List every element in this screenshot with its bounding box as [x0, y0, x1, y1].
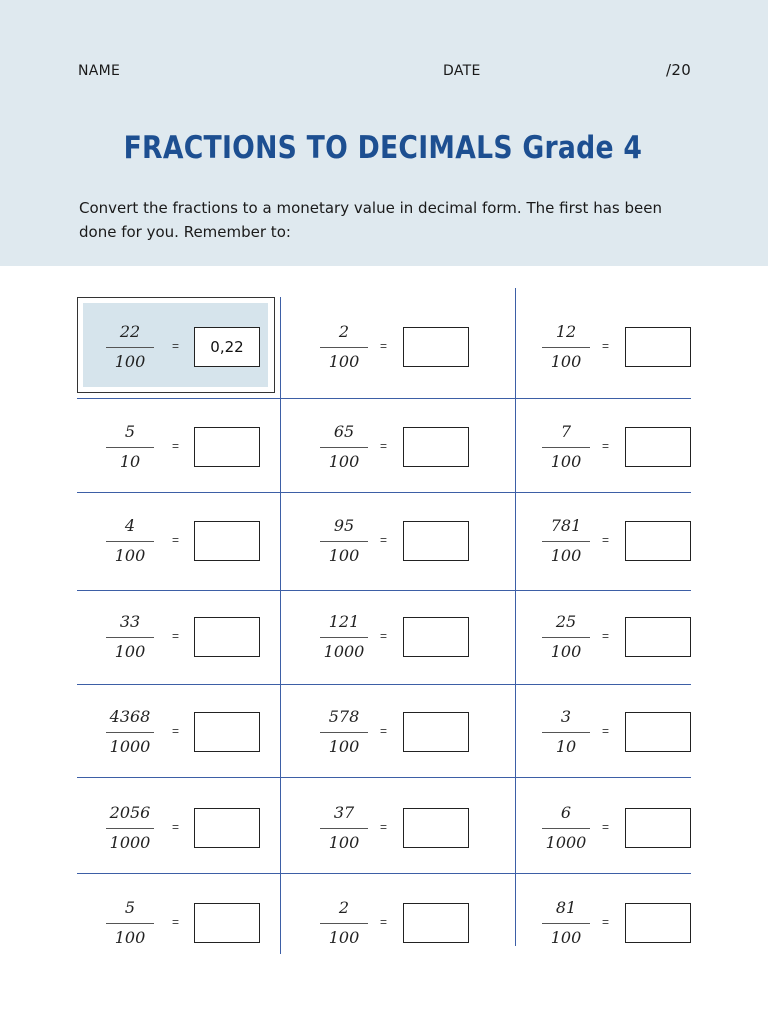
grid-divider-row-6 [77, 873, 691, 874]
answer-box[interactable] [625, 521, 691, 561]
grid-divider-row-1 [77, 398, 691, 399]
equals-sign: = [172, 915, 180, 929]
answer-box[interactable] [194, 712, 260, 752]
answer-box[interactable] [625, 617, 691, 657]
fraction-numerator: 2 [338, 322, 350, 341]
fraction-denominator: 1000 [323, 642, 365, 661]
fraction-numerator: 25 [555, 612, 577, 631]
answer-box[interactable] [194, 903, 260, 943]
fraction-numerator: 81 [555, 898, 577, 917]
fraction-bar [320, 828, 368, 829]
fraction-numerator: 781 [550, 516, 582, 535]
fraction [100, 898, 160, 948]
fraction-numerator: 121 [328, 612, 360, 631]
fraction [536, 422, 596, 472]
fraction [314, 322, 374, 372]
fraction-numerator: 578 [328, 707, 360, 726]
fraction-bar [320, 447, 368, 448]
fraction-denominator: 100 [328, 833, 360, 852]
fraction-bar [320, 732, 368, 733]
fraction-denominator: 10 [119, 452, 141, 471]
fraction-bar [542, 347, 590, 348]
equals-sign: = [172, 724, 180, 738]
fraction [100, 322, 160, 372]
fraction [100, 707, 160, 757]
answer-box[interactable] [194, 521, 260, 561]
grid-divider-vertical-2 [515, 288, 516, 946]
fraction [536, 516, 596, 566]
equals-sign: = [602, 533, 610, 547]
fraction [314, 803, 374, 853]
instructions: Convert the fractions to a monetary value in decimal form. The first has been done for you. Remember to: [79, 199, 662, 241]
fraction-numerator: 4368 [109, 707, 151, 726]
fraction-numerator: 2 [338, 898, 350, 917]
answer-box[interactable] [625, 712, 691, 752]
fraction [100, 516, 160, 566]
fraction [314, 612, 374, 662]
answer-box[interactable] [403, 617, 469, 657]
fraction-bar [542, 541, 590, 542]
fraction [314, 516, 374, 566]
answer-box[interactable] [194, 427, 260, 467]
fraction-numerator: 5 [124, 422, 136, 441]
fraction-denominator: 100 [328, 546, 360, 565]
fraction [314, 422, 374, 472]
answer-box[interactable] [403, 808, 469, 848]
fraction [536, 803, 596, 853]
fraction [100, 612, 160, 662]
fraction-numerator: 22 [119, 322, 141, 341]
fraction-denominator: 100 [114, 352, 146, 371]
equals-sign: = [602, 915, 610, 929]
fraction [100, 422, 160, 472]
fraction-numerator: 12 [555, 322, 577, 341]
equals-sign: = [602, 439, 610, 453]
fraction-bar [320, 347, 368, 348]
fraction-bar [542, 732, 590, 733]
fraction-denominator: 100 [328, 928, 360, 947]
fraction-denominator: 100 [114, 546, 146, 565]
fraction-denominator: 100 [114, 642, 146, 661]
fraction-bar [106, 541, 154, 542]
fraction-numerator: 7 [560, 422, 572, 441]
answer-box[interactable] [625, 903, 691, 943]
answer-box[interactable] [403, 327, 469, 367]
fraction [536, 612, 596, 662]
answer-box[interactable] [403, 521, 469, 561]
fraction-numerator: 95 [333, 516, 355, 535]
answer-box[interactable] [625, 327, 691, 367]
grid-divider-row-3 [77, 590, 691, 591]
equals-sign: = [172, 533, 180, 547]
equals-sign: = [380, 339, 388, 353]
fraction-numerator: 33 [119, 612, 141, 631]
equals-sign: = [172, 629, 180, 643]
fraction-denominator: 100 [328, 737, 360, 756]
fraction-bar [542, 828, 590, 829]
grid-divider-row-5 [77, 777, 691, 778]
fraction [536, 898, 596, 948]
fraction-bar [106, 347, 154, 348]
fraction-denominator: 100 [550, 546, 582, 565]
equals-sign: = [602, 820, 610, 834]
answer-box[interactable] [625, 808, 691, 848]
fraction-bar [542, 637, 590, 638]
fraction-bar [106, 732, 154, 733]
answer-box[interactable] [194, 808, 260, 848]
date-label: DATE [443, 63, 481, 79]
equals-sign: = [380, 724, 388, 738]
fraction-bar [106, 828, 154, 829]
fraction-denominator: 100 [550, 352, 582, 371]
grid-divider-vertical-1 [280, 297, 281, 954]
grid-divider-row-4 [77, 684, 691, 685]
equals-sign: = [380, 915, 388, 929]
equals-sign: = [380, 629, 388, 643]
answer-box[interactable] [194, 617, 260, 657]
fraction-bar [106, 637, 154, 638]
example-answer-box: 0,22 [194, 327, 260, 367]
fraction-denominator: 10 [555, 737, 577, 756]
fraction [100, 803, 160, 853]
equals-sign: = [380, 533, 388, 547]
answer-box[interactable] [403, 427, 469, 467]
fraction-bar [542, 923, 590, 924]
fraction-denominator: 100 [328, 452, 360, 471]
fraction [314, 707, 374, 757]
page-title: FRACTIONS TO DECIMALS Grade 4 [123, 130, 643, 166]
fraction-denominator: 100 [550, 452, 582, 471]
fraction-denominator: 1000 [109, 833, 151, 852]
fraction-bar [320, 923, 368, 924]
fraction [536, 707, 596, 757]
fraction-denominator: 100 [550, 928, 582, 947]
name-label: NAME [78, 63, 121, 79]
equals-sign: = [172, 339, 180, 353]
fraction-denominator: 1000 [109, 737, 151, 756]
fraction-denominator: 100 [328, 352, 360, 371]
fraction-numerator: 2056 [109, 803, 151, 822]
equals-sign: = [602, 724, 610, 738]
fraction-numerator: 65 [333, 422, 355, 441]
fraction-denominator: 100 [550, 642, 582, 661]
equals-sign: = [602, 629, 610, 643]
fraction-numerator: 4 [124, 516, 136, 535]
fraction-denominator: 1000 [545, 833, 587, 852]
score-label: /20 [666, 61, 692, 79]
fraction-bar [106, 923, 154, 924]
fraction-bar [106, 447, 154, 448]
equals-sign: = [172, 820, 180, 834]
answer-box[interactable] [625, 427, 691, 467]
equals-sign: = [172, 439, 180, 453]
answer-box[interactable] [403, 903, 469, 943]
fraction [536, 322, 596, 372]
fraction-numerator: 3 [560, 707, 572, 726]
equals-sign: = [602, 339, 610, 353]
equals-sign: = [380, 820, 388, 834]
fraction-bar [542, 447, 590, 448]
answer-box[interactable] [403, 712, 469, 752]
grid-divider-row-2 [77, 492, 691, 493]
fraction-numerator: 37 [333, 803, 355, 822]
fraction-numerator: 6 [560, 803, 572, 822]
equals-sign: = [380, 439, 388, 453]
fraction-bar [320, 541, 368, 542]
fraction-denominator: 100 [114, 928, 146, 947]
fraction-bar [320, 637, 368, 638]
fraction-numerator: 5 [124, 898, 136, 917]
fraction [314, 898, 374, 948]
